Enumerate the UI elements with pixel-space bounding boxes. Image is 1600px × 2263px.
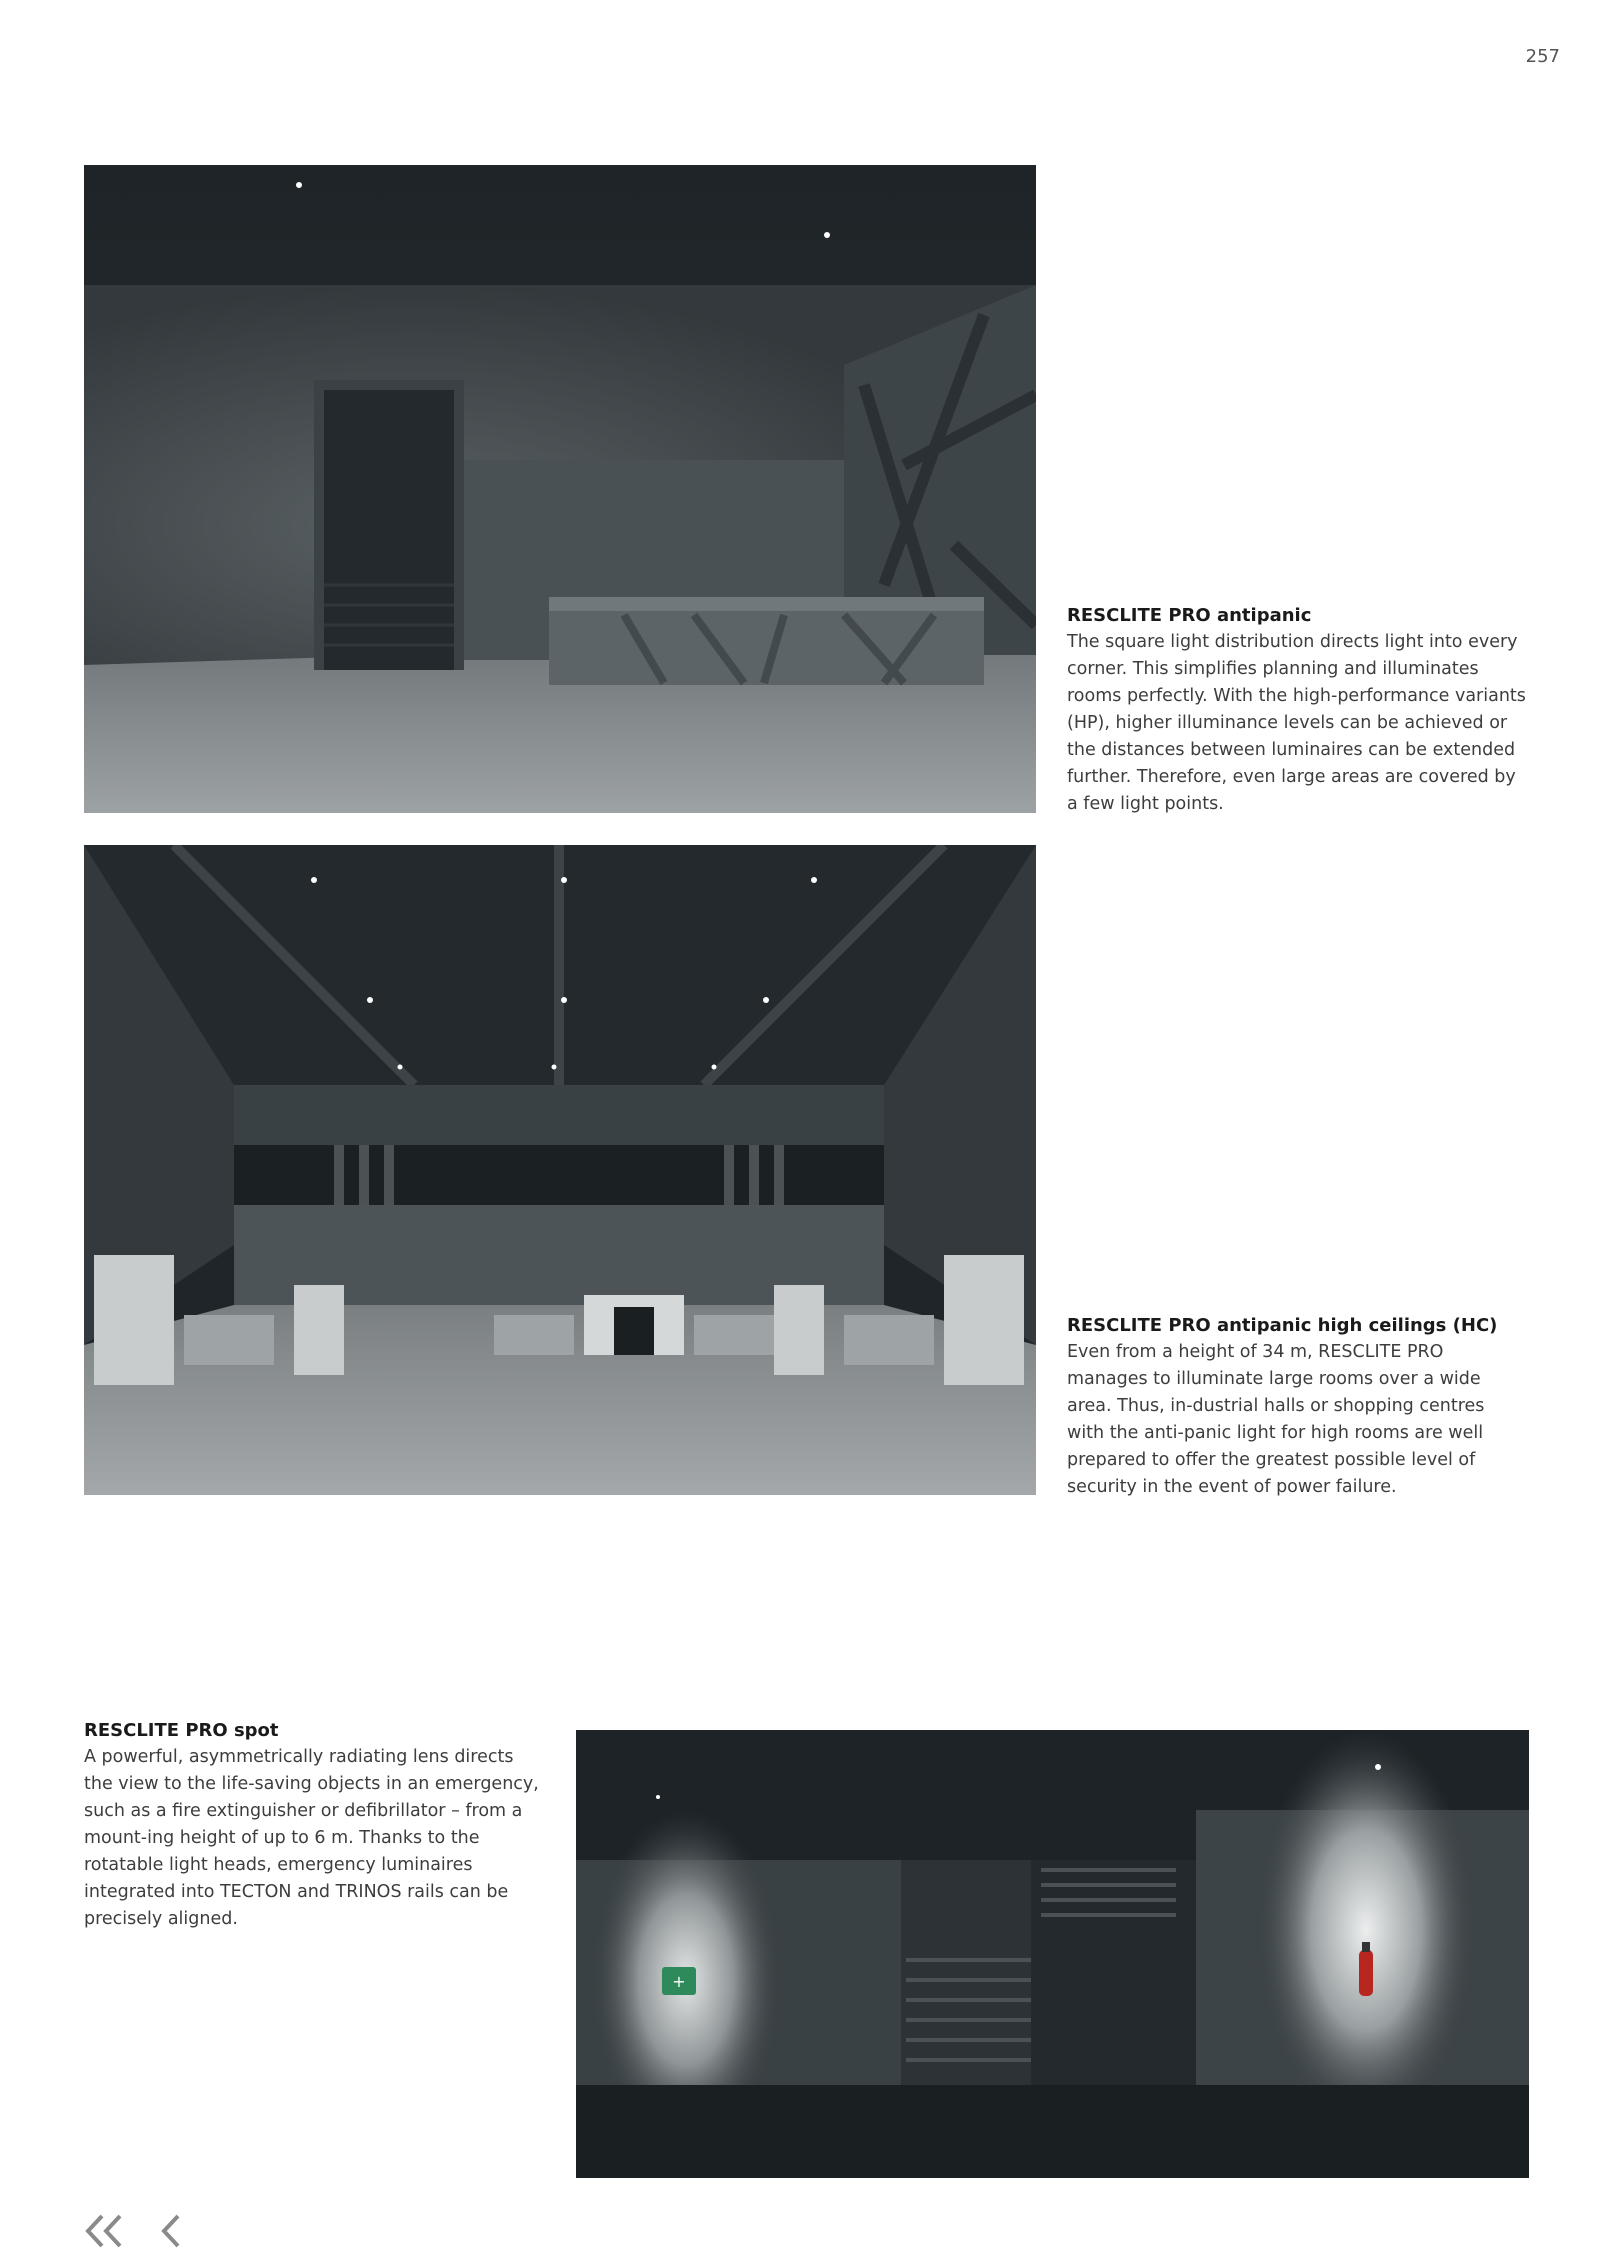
previous-page-button[interactable]: [150, 2210, 198, 2252]
double-chevron-left-icon: [80, 2210, 128, 2252]
caption-antipanic-high-ceilings: [1067, 1312, 1527, 1501]
chevron-left-icon: [150, 2210, 198, 2252]
svg-text:+: +: [672, 1972, 686, 1991]
first-page-button[interactable]: [80, 2210, 128, 2252]
caption-title: RESCLITE PRO antipanic high ceilings (HC): [1067, 1315, 1498, 1336]
caption-spot: [84, 1717, 544, 1933]
page-number: 257: [1525, 46, 1560, 67]
caption-text: A powerful, asymmetrically radiating lens directs the view to the life-saving objects in an emergency, such as a fire extinguisher or defibrillator – from a mount-ing height of up to 6 m. Thanks to the rotatable light heads, emergency luminaires integrated into TECTON and TRINOS rails can be precisely aligned.: [84, 1747, 539, 1929]
page-navigation: [80, 2210, 198, 2252]
photo-corridor-spot: [576, 1730, 1529, 2178]
photo-industrial-hall: [84, 845, 1036, 1495]
photo-lobby-reception: [84, 165, 1036, 813]
caption-text: The square light distribution directs light into every corner. This simplifies planning and illuminates rooms perfectly. With the high-performance variants (HP), higher illuminance levels can be achieved or the distances between luminaires can be extended further. Therefore, even large areas are covered by a few light points.: [1067, 632, 1526, 814]
caption-text: Even from a height of 34 m, RESCLITE PRO manages to illuminate large rooms over a wide area. Thus, in-dustrial halls or shopping centres with the anti-panic light for high rooms are well prepared to offer the greatest possible level of security in the event of power failure.: [1067, 1342, 1485, 1497]
caption-title: RESCLITE PRO antipanic: [1067, 605, 1312, 626]
caption-title: RESCLITE PRO spot: [84, 1720, 279, 1741]
caption-antipanic: [1067, 602, 1527, 818]
